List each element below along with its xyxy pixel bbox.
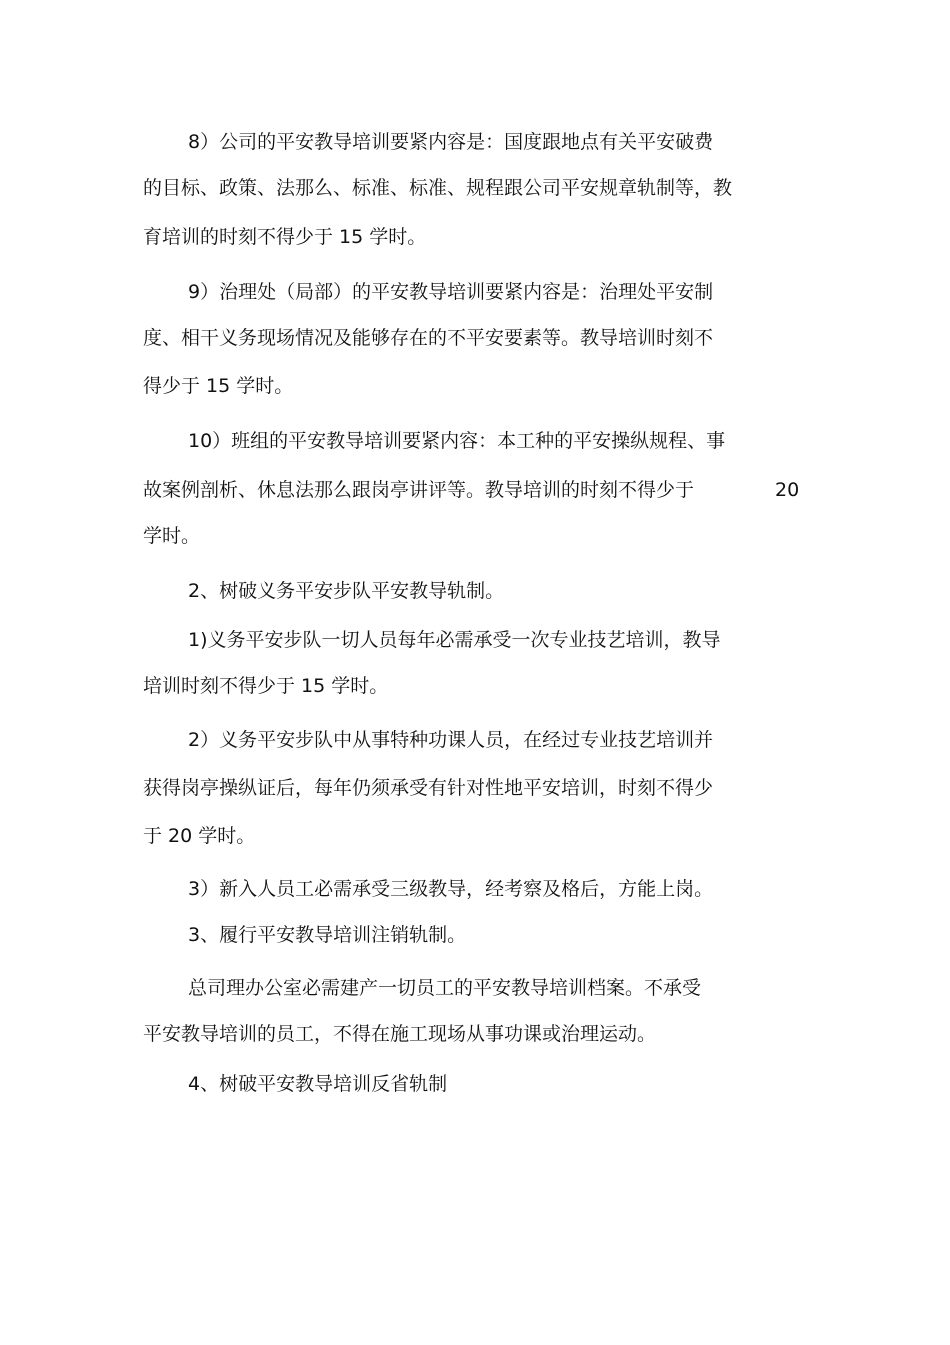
paragraph-line: 10）班组的平安教导培训要紧内容：本工种的平安操纵规程、事: [188, 430, 726, 452]
paragraph-line: 2）义务平安步队中从事特种功课人员，在经过专业技艺培训并: [188, 729, 714, 751]
trailing-number: 20: [775, 479, 800, 501]
paragraph-line: 培训时刻不得少于 15 学时。: [143, 675, 389, 697]
paragraph-line: 平安教导培训的员工，不得在施工现场从事功课或治理运动。: [143, 1023, 657, 1045]
section-heading: 3、履行平安教导培训注销轨制。: [188, 924, 467, 946]
paragraph-line: 育培训的时刻不得少于 15 学时。: [143, 226, 427, 248]
paragraph-line: 9）治理处（局部）的平安教导培训要紧内容是：治理处平安制: [188, 281, 714, 303]
paragraph-line: 总司理办公室必需建产一切员工的平安教导培训档案。不承受: [188, 977, 702, 999]
paragraph-line: 故案例剖析、休息法那么跟岗亭讲评等。教导培训的时刻不得少于: [143, 479, 695, 501]
paragraph-line: 得少于 15 学时。: [143, 375, 294, 397]
section-heading: 2、树破义务平安步队平安教导轨制。: [188, 580, 505, 602]
paragraph-line: 的目标、政策、法那么、标准、标准、规程跟公司平安规章轨制等，教: [143, 177, 733, 199]
paragraph-line: 获得岗亭操纵证后，每年仍须承受有针对性地平安培训，时刻不得少: [143, 777, 714, 799]
paragraph-line: 度、相干义务现场情况及能够存在的不平安要素等。教导培训时刻不: [143, 327, 714, 349]
paragraph-line: 3）新入人员工必需承受三级教导，经考察及格后，方能上岗。: [188, 878, 714, 900]
paragraph-line: 8）公司的平安教导培训要紧内容是：国度跟地点有关平安破费: [188, 131, 714, 153]
paragraph-line: 1)义务平安步队一切人员每年必需承受一次专业技艺培训，教导: [188, 629, 721, 651]
section-heading: 4、树破平安教导培训反省轨制: [188, 1073, 448, 1095]
paragraph-line: 于 20 学时。: [143, 825, 256, 847]
paragraph-line: 学时。: [143, 525, 201, 547]
